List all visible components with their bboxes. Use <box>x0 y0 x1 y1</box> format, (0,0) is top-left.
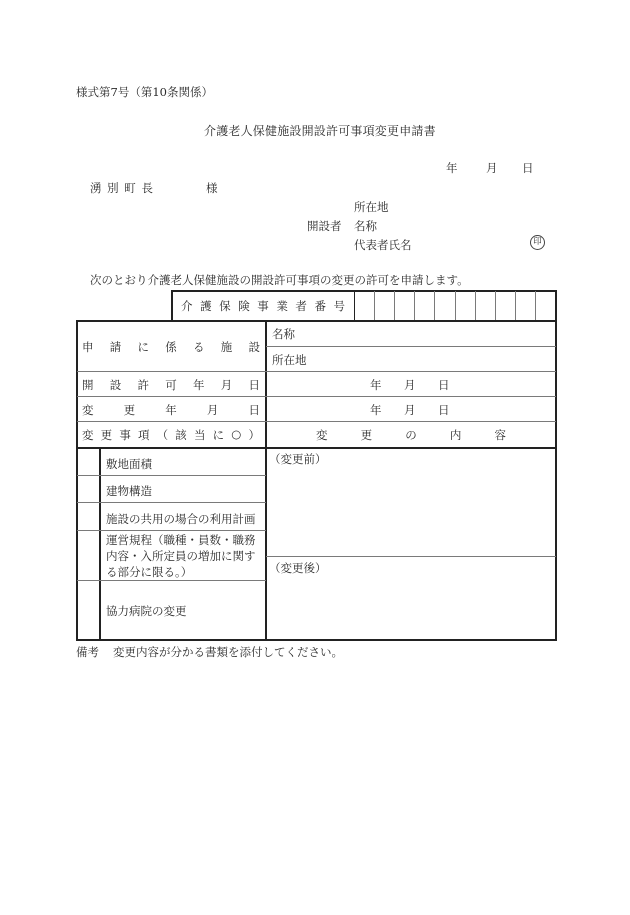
item-shared-use-plan: 施設の共用の場合の利用計画 <box>106 512 256 526</box>
change-before-field[interactable] <box>268 466 554 554</box>
item-cooperating-hospital: 協力病院の変更 <box>106 604 187 618</box>
insurer-digit-input-6[interactable] <box>456 292 475 320</box>
date-year: 年 <box>446 161 458 175</box>
insurer-digit-input-5[interactable] <box>435 292 455 320</box>
date-month: 月 <box>486 161 498 175</box>
page-title: 介護老人保健施設開設許可事項変更申請書 <box>204 124 436 138</box>
permit-date-year: 年 <box>370 378 382 392</box>
change-date-month: 月 <box>404 403 416 417</box>
change-content-header: 変 更 の 内 容 <box>316 428 506 442</box>
seal-icon <box>530 235 545 250</box>
facility-address-label: 所在地 <box>272 353 307 367</box>
addressee-honorific: 様 <box>206 181 218 195</box>
insurer-digit-input-8[interactable] <box>496 292 515 320</box>
seal-char: 印 <box>533 237 542 247</box>
checkbox-building-structure[interactable] <box>78 477 99 502</box>
change-after-field[interactable] <box>268 576 554 638</box>
insurer-digit-input-1[interactable] <box>355 292 374 320</box>
permit-date-label: 開 設 許 可 年 月 日 <box>82 378 260 392</box>
change-date-day: 日 <box>438 403 450 417</box>
insurer-digit-input-4[interactable] <box>415 292 434 320</box>
insurer-number-label: 介 護 保 険 事 業 者 番 号 <box>181 299 345 313</box>
applicant-role-label: 開設者 <box>307 219 342 233</box>
item-building-structure: 建物構造 <box>106 484 152 498</box>
addressee-name: 湧 別 町 長 <box>90 181 154 195</box>
note-label: 備考 <box>76 645 99 659</box>
form-number: 様式第7号（第10条関係） <box>76 85 213 99</box>
insurer-digit-input-10[interactable] <box>536 292 555 320</box>
checkbox-operating-rules[interactable] <box>78 532 99 580</box>
facility-label: 申 請 に 係 る 施 設 <box>82 340 260 354</box>
checkbox-shared-use-plan[interactable] <box>78 504 99 530</box>
change-date-label: 変 更 年 月 日 <box>82 403 260 417</box>
permit-date-day: 日 <box>438 378 450 392</box>
change-after-label: （変更後） <box>269 561 327 575</box>
change-date-year: 年 <box>370 403 382 417</box>
applicant-name-label: 名称 <box>354 219 377 233</box>
applicant-address-label: 所在地 <box>354 200 389 214</box>
note-text: 変更内容が分かる書類を添付してください。 <box>113 645 343 659</box>
permit-date-field[interactable] <box>268 373 554 395</box>
permit-date-month: 月 <box>404 378 416 392</box>
facility-name-label: 名称 <box>272 327 295 341</box>
change-date-field[interactable] <box>268 398 554 420</box>
facility-address-field[interactable] <box>320 348 554 370</box>
item-site-area: 敷地面積 <box>106 457 152 471</box>
applicant-representative-label: 代表者氏名 <box>354 238 412 252</box>
checkbox-site-area[interactable] <box>78 450 99 475</box>
insurer-digit-input-7[interactable] <box>476 292 495 320</box>
insurer-digit-input-9[interactable] <box>516 292 535 320</box>
facility-name-field[interactable] <box>310 323 554 345</box>
date-day: 日 <box>522 161 534 175</box>
insurer-digit-input-3[interactable] <box>395 292 414 320</box>
change-before-label: （変更前） <box>269 452 327 466</box>
item-operating-rules: 運営規程（職種・員数・職務内容・入所定員の増加に関する部分に限る。） <box>106 533 256 579</box>
checkbox-cooperating-hospital[interactable] <box>78 582 99 639</box>
change-items-header: 変 更 事 項 （ 該 当 に ○ ） <box>82 427 260 442</box>
intro-sentence: 次のとおり介護老人保健施設の開設許可事項の変更の許可を申請します。 <box>90 273 469 287</box>
insurer-digit-input-2[interactable] <box>375 292 394 320</box>
